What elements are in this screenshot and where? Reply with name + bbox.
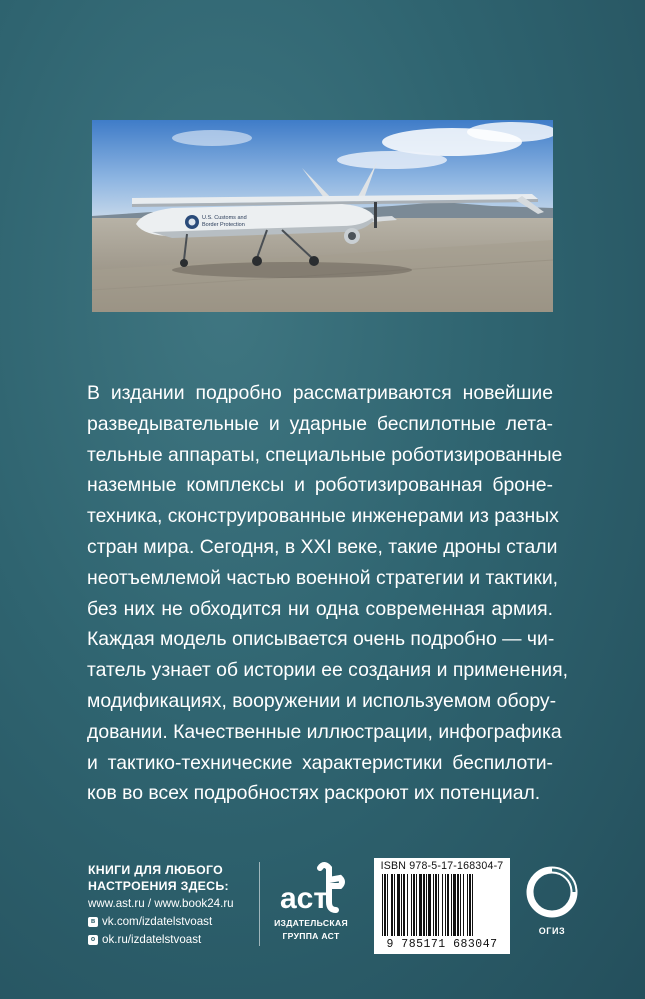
ogiz-logo-icon — [525, 865, 579, 919]
description-line: тельные аппараты, специальные роботизированные — [87, 443, 563, 466]
description-line: неотъемлемой частью военной стратегии и тактики, — [87, 566, 559, 589]
description-line: без них не обходится ни одна современная армия. — [87, 597, 553, 620]
promo-heading-line-1: КНИГИ ДЛЯ ЛЮБОГО — [88, 863, 223, 877]
promo-websites — [88, 895, 234, 913]
promo-ok-row — [88, 931, 234, 949]
isbn-text: ISBN 978-5-17-168304-7 — [380, 860, 504, 872]
description-line: модификациях, вооружении и используемом обору- — [87, 689, 557, 712]
description-line: Каждая модель описывается очень подробно — чи- — [87, 628, 555, 651]
cover-photo-drone — [92, 120, 553, 312]
publisher-name-line-1: ИЗДАТЕЛЬСКАЯ — [274, 918, 348, 928]
description-line: и тактико-технические характеристики беспилоти- — [87, 751, 553, 774]
websites-link[interactable]: www.ast.ru / www.book24.ru — [88, 897, 234, 910]
promo-heading-line-2: НАСТРОЕНИЯ ЗДЕСЬ: — [88, 879, 229, 893]
divider — [259, 862, 260, 946]
barcode-number: 9 785171 683047 — [386, 938, 498, 951]
description-line: татель узнает об истории ее создания и применения, — [87, 659, 568, 682]
book-description — [87, 378, 568, 809]
description-line: наземные комплексы и роботизированная броне- — [87, 474, 553, 497]
description-line: техника, сконструированные инженерами из разных — [87, 505, 559, 528]
ast-publisher-logo — [268, 862, 354, 950]
fuselage-text-1: U.S. Customs and — [202, 215, 247, 221]
vk-icon: в — [88, 917, 98, 927]
ogiz-name: ОГИЗ — [538, 926, 566, 936]
promo-block — [88, 862, 234, 949]
ok-link[interactable]: ok.ru/izdatelstvoast — [102, 933, 202, 946]
fuselage-text-2: Border Protection — [202, 222, 245, 228]
description-line: довании. Качественные иллюстрации, инфографика — [87, 720, 562, 743]
ok-icon: о — [88, 935, 98, 945]
ast-logo-icon — [276, 862, 346, 916]
promo-vk-row — [88, 913, 234, 931]
vk-link[interactable]: vk.com/izdatelstvoast — [102, 915, 213, 928]
description-line: В издании подробно рассматриваются новейшие — [87, 382, 553, 404]
description-line: разведывательные и ударные беспилотные лета- — [87, 412, 553, 435]
description-line: стран мира. Сегодня, в XXI веке, такие дроны стали — [87, 535, 558, 558]
publisher-name-line-2: ГРУППА АСТ — [282, 931, 340, 941]
ogiz-logo — [525, 865, 579, 936]
isbn-barcode — [374, 858, 510, 954]
ast-logo-text: аст — [280, 882, 329, 915]
barcode-bars — [380, 874, 504, 936]
description-line: ков во всех подробностях раскроют их потенциал. — [87, 782, 541, 805]
